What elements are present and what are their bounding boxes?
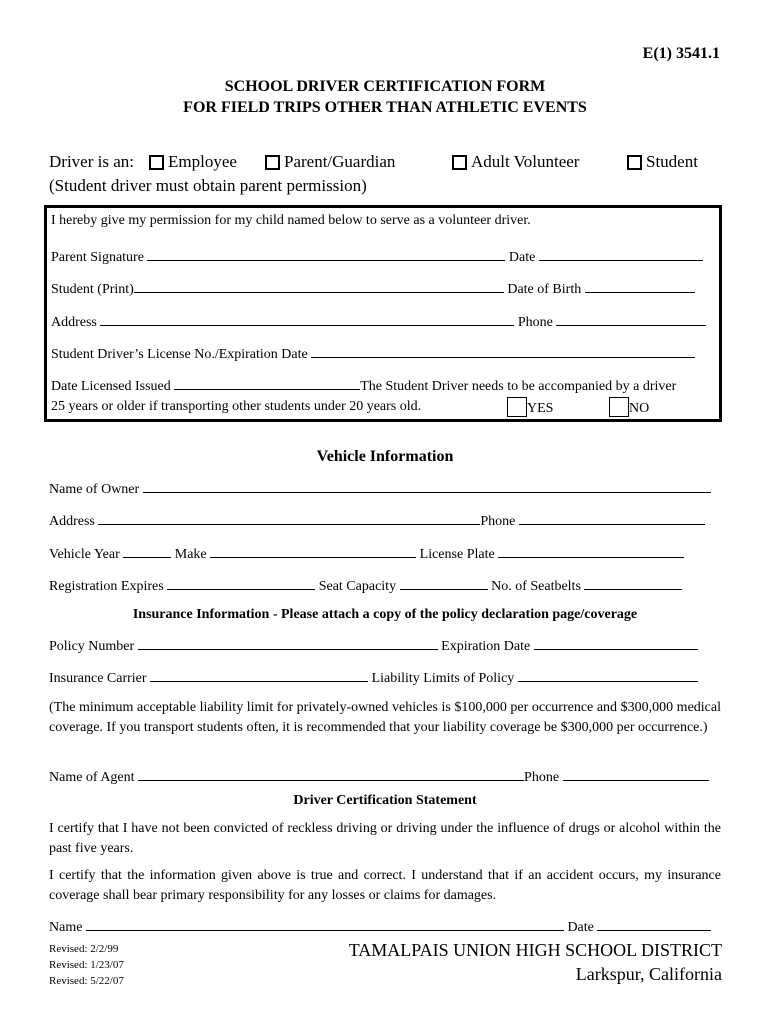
permission-statement: I hereby give my permission for my child named below to serve as a volunteer driver. [51,213,531,228]
form-title: SCHOOL DRIVER CERTIFICATION FORM [224,78,546,95]
option-adult-volunteer[interactable] [452,152,579,172]
carrier-field[interactable] [150,667,368,682]
policy-row [49,635,698,655]
agent-field[interactable] [138,766,524,781]
name-date-row [49,916,711,936]
carrier-label: Insurance Carrier [49,671,147,686]
yes-option[interactable] [507,397,553,417]
owner-label: Name of Owner [49,482,140,497]
no-label: NO [629,401,650,416]
form-code: E(1) 3541.1 [642,45,720,62]
no-checkbox[interactable] [609,397,629,417]
employee-checkbox[interactable] [149,155,164,170]
driver-type-label: Driver is an: [49,152,134,171]
license-plate-label: License Plate [419,547,495,562]
date-licensed-row [51,375,676,395]
parent-guardian-label: Parent/Guardian [284,152,396,171]
student-phone-label: Phone [517,315,553,330]
student-print-row [51,278,695,298]
student-address-label: Address [51,315,97,330]
district-location: Larkspur, California [575,964,722,984]
no-option[interactable] [609,397,649,417]
vehicle-details-row [49,543,684,563]
vehicle-phone-field[interactable] [519,510,705,525]
vehicle-phone-label: Phone [480,514,516,529]
reg-expires-label: Registration Expires [49,579,164,594]
accompany-text: The Student Driver needs to be accompanied by a driver [360,379,677,394]
student-phone-field[interactable] [556,311,706,326]
employee-label: Employee [168,152,237,171]
vehicle-address-row [49,510,705,530]
adult-volunteer-checkbox[interactable] [452,155,467,170]
owner-row [49,478,711,498]
date-licensed-field[interactable] [174,375,360,390]
form-subtitle: FOR FIELD TRIPS OTHER THAN ATHLETIC EVENTS [183,99,587,116]
revision-2: Revised: 1/23/07 [49,959,124,971]
license-row [51,343,695,363]
student-permission-note: (Student driver must obtain parent permission) [49,176,367,195]
student-checkbox[interactable] [627,155,642,170]
liability-limits-field[interactable] [518,667,698,682]
agent-phone-field[interactable] [563,766,709,781]
reg-expires-field[interactable] [167,575,315,590]
option-employee[interactable] [149,152,237,172]
yes-checkbox[interactable] [507,397,527,417]
registration-row [49,575,682,595]
vehicle-year-field[interactable] [123,543,171,558]
student-address-row [51,311,706,331]
vehicle-make-field[interactable] [210,543,416,558]
parent-signature-field[interactable] [147,246,505,261]
accompany-text-2: 25 years or older if transporting other students under 20 years old. [51,399,422,414]
agent-label: Name of Agent [49,770,135,785]
license-label: Student Driver’s License No./Expiration Date [51,347,308,362]
seat-capacity-label: Seat Capacity [318,579,397,594]
certification-heading: Driver Certification Statement [293,793,477,808]
dob-field[interactable] [585,278,695,293]
agent-row [49,766,709,786]
vehicle-heading: Vehicle Information [316,448,454,465]
liability-note: (The minimum acceptable liability limit for privately-owned vehicles is $100,000 per occurrence and $300,000 medical coverage. If you transport students often, it is recommended that your liability coverage be $300,000 per occurrence.) [49,700,721,735]
vehicle-make-label: Make [174,547,207,562]
cert-date-label: Date [567,920,594,935]
accompany-row [51,399,421,415]
certification-statement-2: I certify that the information given above is true and correct. I understand that if an accident occurs, my insurance coverage shall bear primary responsibility for any losses or claims for damages. [49,868,721,903]
option-parent-guardian[interactable] [265,152,395,172]
seat-capacity-field[interactable] [400,575,488,590]
certification-statement-1: I certify that I have not been convicted of reckless driving or driving under the influence of drugs or alcohol within the past five years. [49,821,721,856]
yes-label: YES [527,401,554,416]
parent-guardian-checkbox[interactable] [265,155,280,170]
vehicle-address-field[interactable] [98,510,480,525]
student-label: Student [646,152,698,171]
adult-volunteer-label: Adult Volunteer [471,152,580,171]
seatbelts-field[interactable] [584,575,682,590]
vehicle-year-label: Vehicle Year [49,547,120,562]
insurance-heading: Insurance Information - Please attach a copy of the policy declaration page/coverage [132,607,638,622]
revision-3: Revised: 5/22/07 [49,975,124,987]
cert-date-field[interactable] [597,916,711,931]
expiration-date-label: Expiration Date [441,639,531,654]
student-print-field[interactable] [134,278,504,293]
parent-date-label: Date [508,250,536,265]
parent-signature-row [51,246,703,266]
dob-label: Date of Birth [507,282,582,297]
policy-number-field[interactable] [138,635,438,650]
policy-number-label: Policy Number [49,639,135,654]
revision-1: Revised: 2/2/99 [49,943,119,955]
name-label: Name [49,920,83,935]
liability-limits-label: Liability Limits of Policy [371,671,515,686]
agent-phone-label: Phone [524,770,560,785]
parent-date-field[interactable] [539,246,703,261]
license-field[interactable] [311,343,695,358]
option-student[interactable] [627,152,698,172]
name-field[interactable] [86,916,564,931]
date-licensed-label: Date Licensed Issued [51,379,171,394]
parent-signature-label: Parent Signature [51,250,144,265]
expiration-date-field[interactable] [534,635,698,650]
driver-type-row [49,152,721,174]
parent-permission-box [44,205,722,422]
carrier-row [49,667,698,687]
student-print-label: Student (Print) [51,282,134,297]
seatbelts-label: No. of Seatbelts [491,579,581,594]
vehicle-address-label: Address [49,514,95,529]
owner-field[interactable] [143,478,711,493]
license-plate-field[interactable] [498,543,684,558]
district-name: TAMALPAIS UNION HIGH SCHOOL DISTRICT [348,940,722,960]
student-address-field[interactable] [100,311,514,326]
